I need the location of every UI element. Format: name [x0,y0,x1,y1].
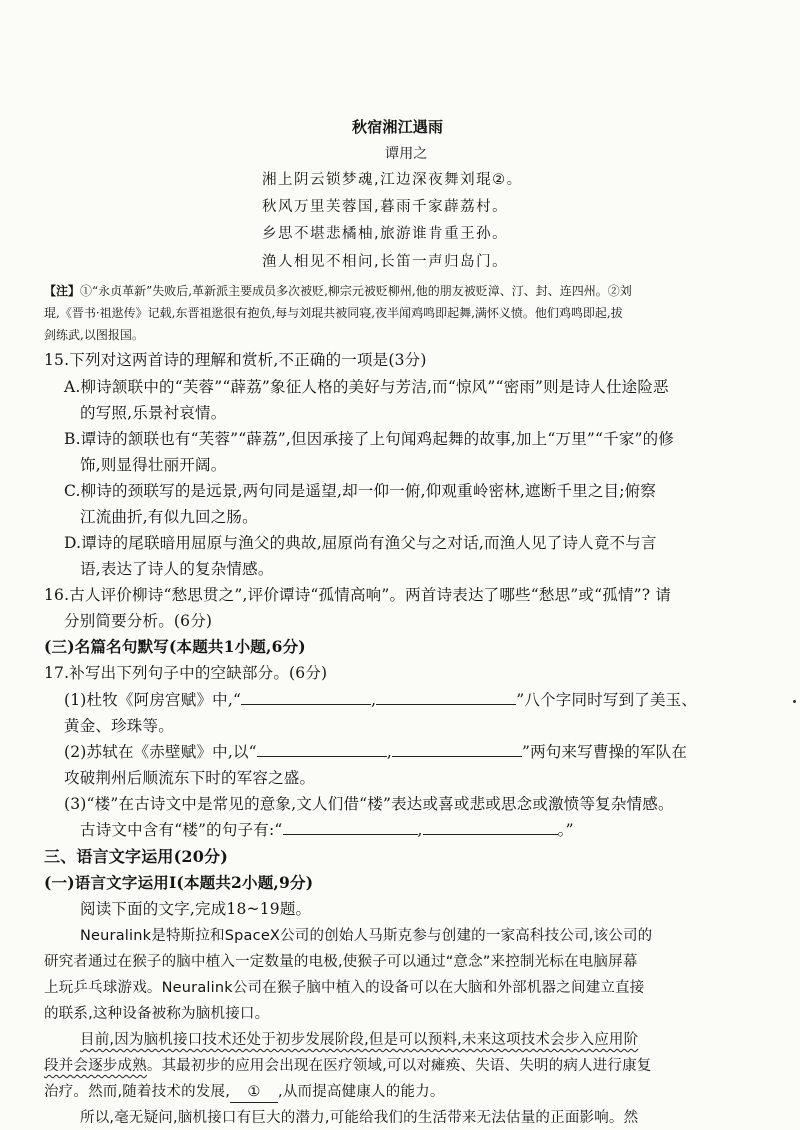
passage-underlined-sentence-end: 段并会逐步成熟 [44,1058,147,1074]
q16-stem-cont: 分别简要分析。(6分) [64,612,213,630]
q15-stem: 15.下列对这两首诗的理解和赏析,不正确的一项是(3分) [44,351,427,369]
fill-blank[interactable] [423,820,558,835]
passage-line: 所以,毫无疑问,脑机接口有巨大的潜力,可能给我们的生活带来无法估量的正面影响。然 [80,1110,639,1126]
q15-option-c: C.柳诗的颈联写的是远景,两句同是遥望,却一仰一俯,仰观重岭密林,遮断千里之目;俯察 [64,482,657,500]
note-text: ①“永贞革新”失败后,革新派主要成员多次被贬,柳宗元被贬柳州,他的朋友被贬漳、汀、封、连四州。②刘 [80,284,632,298]
poem-title: 秋宿湘江遇雨 [352,118,444,136]
q17-item-3-cont [80,820,574,840]
blank-1[interactable]: ① [230,1082,278,1103]
passage-text: 。其最初步的应用会出现在医疗领域,可以对瘫痪、失语、失明的病人进行康复 [146,1058,652,1074]
note-line-3: 剑练武,以图报国。 [44,328,144,342]
q15-option-a: A.柳诗颔联中的“芙蓉”“薜荔”象征人格的美好与芳洁,而“惊风”“密雨”则是诗人仕途险恶 [64,378,669,396]
poem-line: 乡思不堪悲橘柚,旅游谁肯重王孙。 [262,226,509,242]
note-line-1 [44,281,632,301]
passage-line: 的联系,这种设备被称为脑机接口。 [44,1006,270,1022]
subsection-heading: (一)语言文字运用Ⅰ(本题共2小题,9分) [44,873,314,892]
q17-stem: 17.补写出下列句子中的空缺部分。(6分) [44,664,328,682]
fill-blank[interactable] [241,690,371,705]
note-label: 【注】 [44,284,81,298]
q17-item-1-cont: 黄金、珍珠等。 [64,717,174,735]
q15-option-a-cont: 的写照,乐景衬哀情。 [80,404,227,422]
q17-item-3: (3)“楼”在古诗文中是常见的意象,文人们借“楼”表达或喜或悲或思念或激愤等复杂情感。 [64,795,674,813]
reading-instruction: 阅读下面的文字,完成18~19题。 [80,900,312,918]
note-line-2: 琨,《晋书·祖逖传》记载,东晋祖逖很有抱负,每与刘琨共被同寝,夜半闻鸡鸣即起舞,满怀义愤。他们鸡鸣即起,拔 [44,306,623,320]
q17-item-1 [64,690,697,710]
passage-line [44,1056,652,1076]
q17-2-prefix: (2)苏轼在《赤壁赋》中,以“ [64,743,257,761]
q17-2-comma: , [386,743,392,761]
fill-blank[interactable] [376,690,516,705]
poem-line: 渔人相见不相问,长笛一声归岛门。 [262,254,509,270]
poem-line: 秋风万里芙蓉国,暮雨千家薜荔村。 [262,199,509,215]
passage-underlined-sentence: 目前,因为脑机接口技术还处于初步发展阶段,但是可以预料,未来这项技术会步入应用阶 [80,1032,639,1048]
q15-option-d: D.谭诗的尾联暗用屈原与渔父的典故,屈原尚有渔父与之对话,而渔人见了诗人竟不与言 [64,534,657,552]
q17-1-suffix: ”八个字同时写到了美玉、 [516,691,698,709]
q17-1-prefix: (1)杜牧《阿房宫赋》中,“ [64,691,242,709]
q17-3-suffix: 。” [557,821,574,839]
poem-line: 湘上阴云锁梦魂,江边深夜舞刘琨②。 [262,172,523,188]
q17-item-2 [64,742,687,762]
scan-speck [793,700,796,703]
passage-line [44,1082,445,1103]
q16-stem: 16.古人评价柳诗“愁思贯之”,评价谭诗“孤情高响”。两首诗表达了哪些“愁思”或“孤情”? 请 [44,586,672,604]
q17-3-comma: , [417,821,423,839]
fill-blank[interactable] [257,742,387,757]
passage-text: 治疗。然而,随着技术的发展, [44,1084,231,1100]
q17-3-prefix: 古诗文中含有“楼”的句子有:“ [80,821,283,839]
q15-option-b-cont: 饰,则显得壮丽开阔。 [80,456,227,474]
passage-text: ,从而提高健康人的能力。 [278,1084,445,1100]
fill-blank[interactable] [283,820,418,835]
q15-option-c-cont: 江流曲折,有似九回之肠。 [80,508,258,526]
part-heading: 三、语言文字运用(20分) [44,847,229,866]
section-heading: (三)名篇名句默写(本题共1小题,6分) [44,637,306,656]
passage-line: Neuralink是特斯拉和SpaceX公司的创始人马斯克参与创建的一家高科技公司,该公司的 [80,928,653,944]
poem-author: 谭用之 [385,146,428,162]
q15-option-b: B.谭诗的颔联也有“芙蓉”“薜荔”,但因承接了上句闻鸡起舞的故事,加上“万里”“千家”的修 [64,430,675,448]
q17-2-suffix: ”两句来写曹操的军队在 [521,743,688,761]
q17-item-2-cont: 攻破荆州后顺流东下时的军容之盛。 [64,769,316,787]
q15-option-d-cont: 语,表达了诗人的复杂情感。 [80,560,274,578]
passage-line: 上玩乒乓球游戏。Neuralink公司在猴子脑中植入的设备可以在大脑和外部机器之间建立直接 [44,980,645,996]
passage-line: 研究者通过在猴子的脑中植入一定数量的电极,使猴子可以通过“意念”来控制光标在电脑屏幕 [44,954,638,970]
q17-1-comma: , [371,691,377,709]
fill-blank[interactable] [392,742,522,757]
